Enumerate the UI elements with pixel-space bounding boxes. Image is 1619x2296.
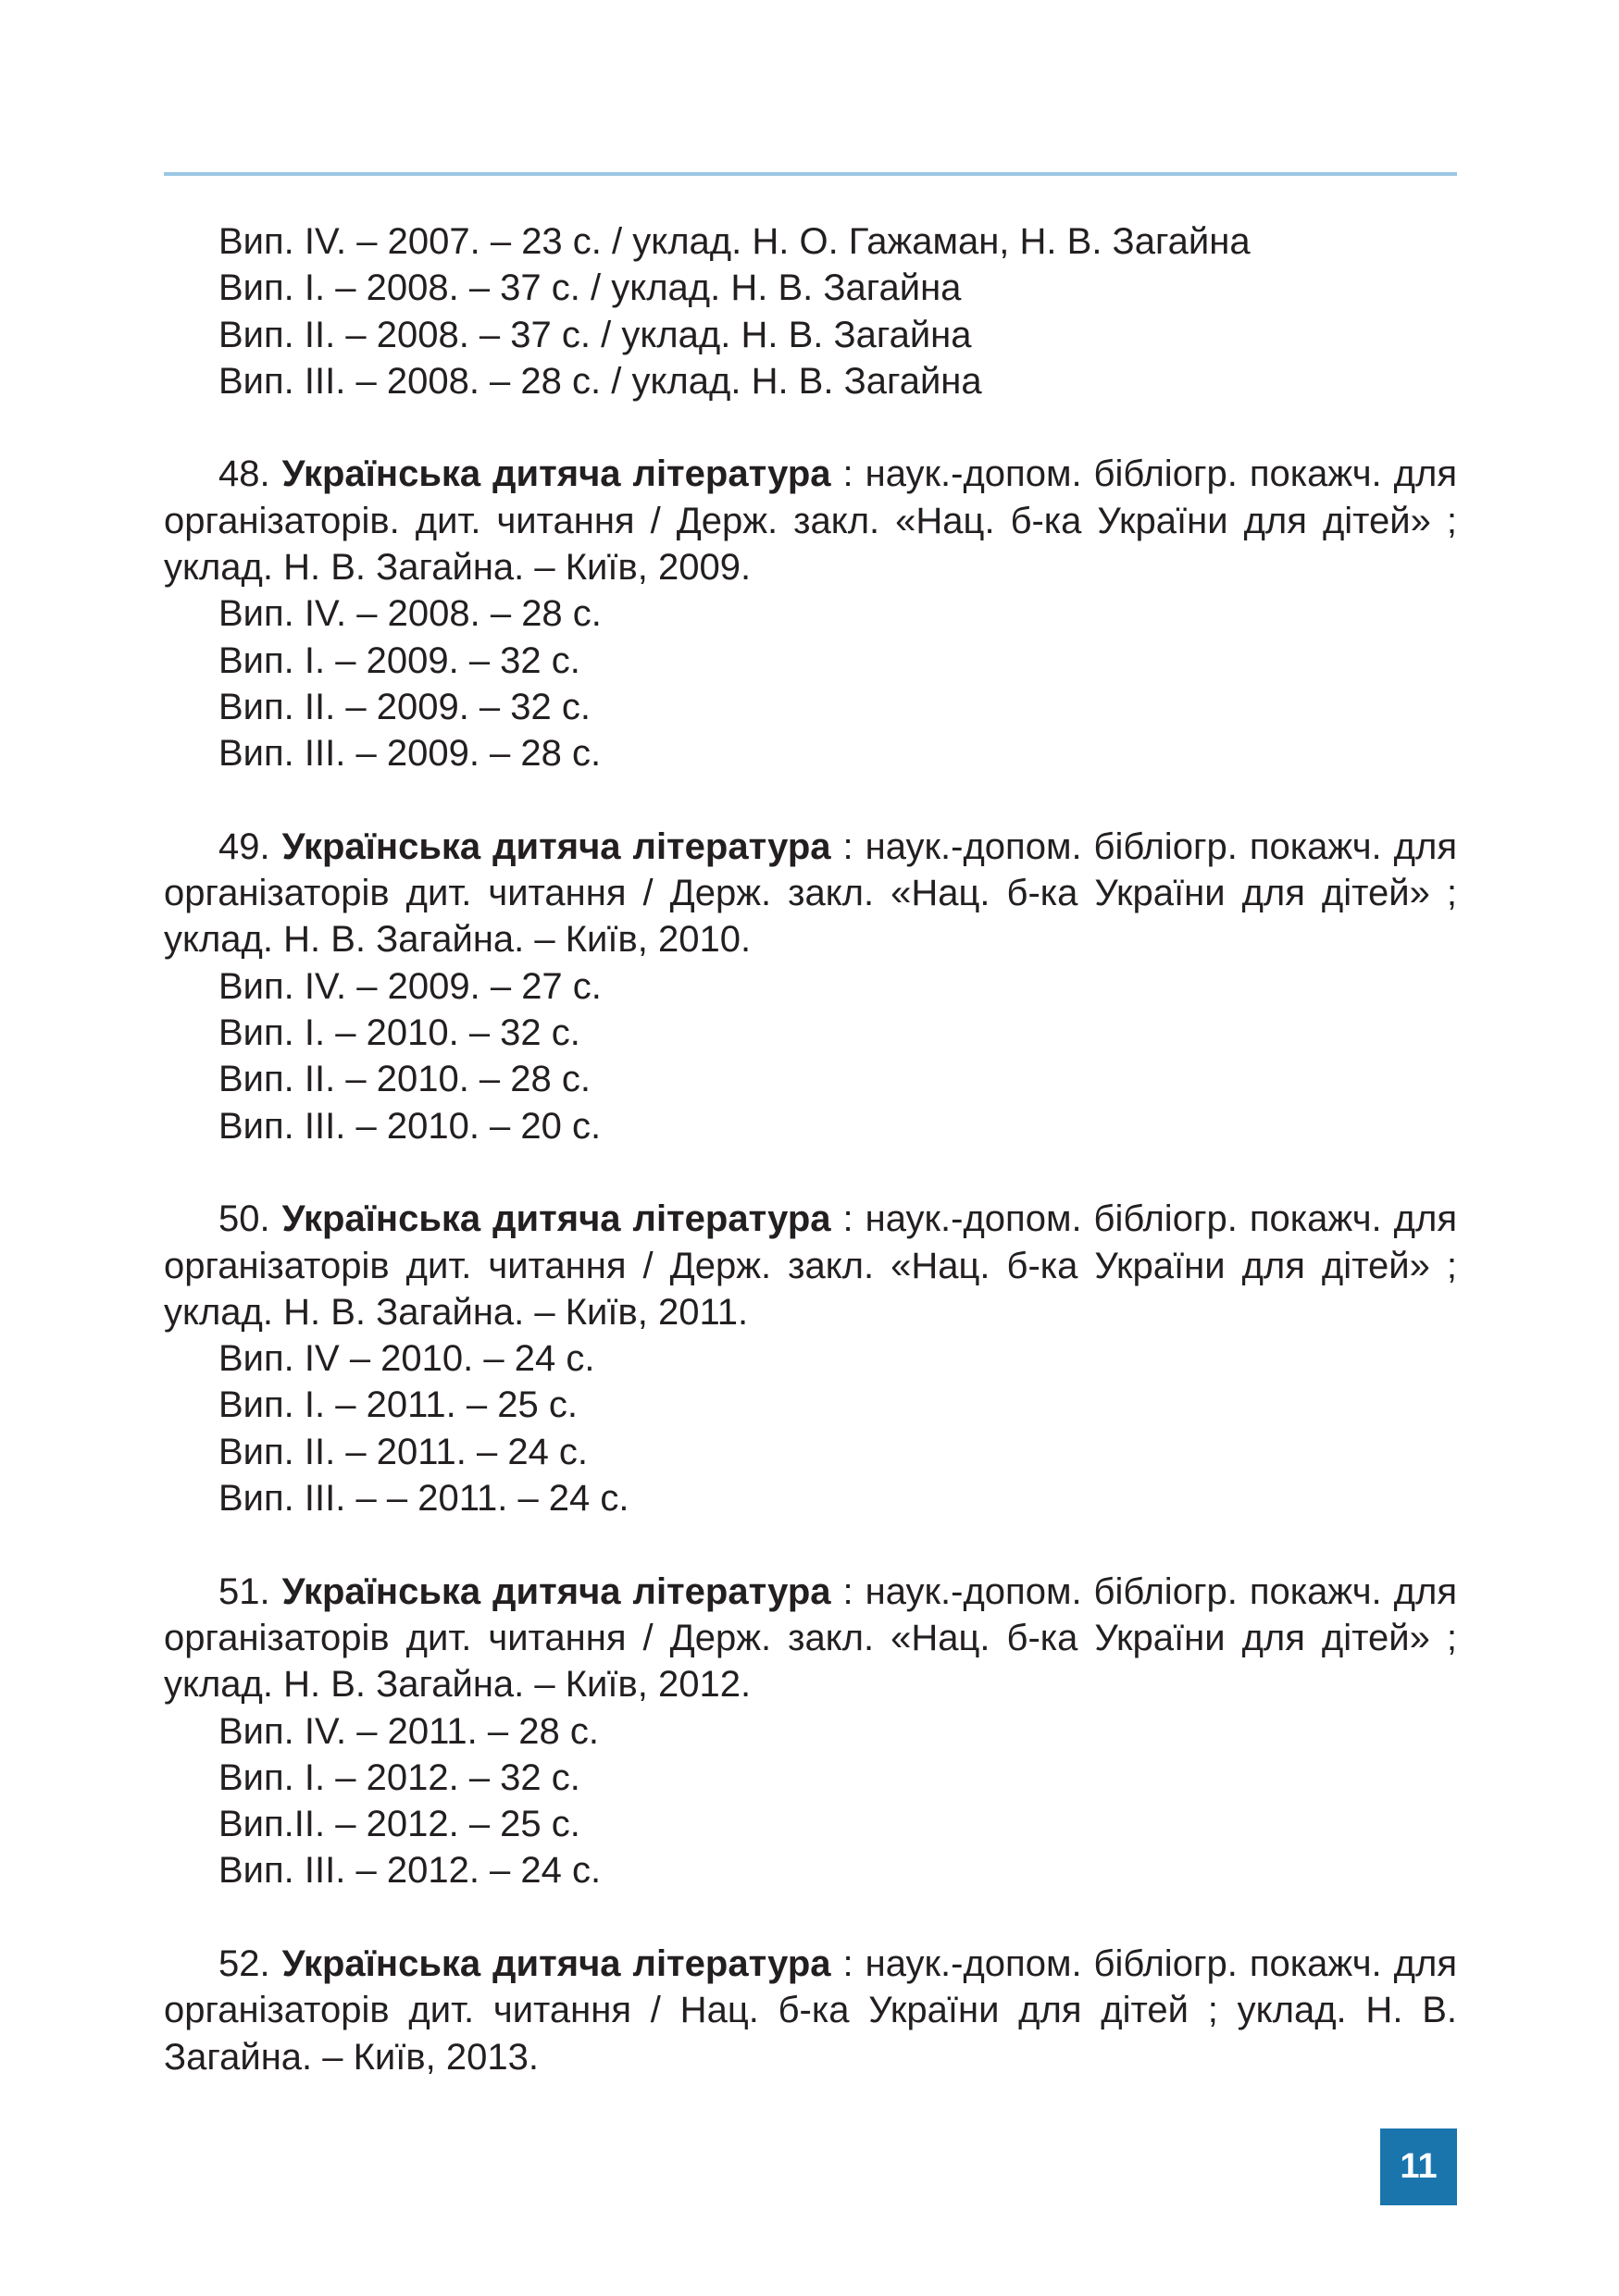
issue-line: Вип. I. – 2008. – 37 с. / уклад. Н. В. Загайна — [218, 267, 962, 309]
entry-title: Українська дитяча література — [281, 1942, 831, 1984]
entry-heading — [164, 1569, 1457, 1708]
entry-heading — [164, 824, 1457, 963]
entry-number: 49. — [218, 825, 270, 867]
entry-description: : наук.-допом. бібліогр. покажч. для організаторів дит. читання / Нац. б-ка України для дітей ; уклад. Н. В. Загайна. – Київ, 2013. — [164, 1942, 1457, 2078]
issue-line: Вип. III. – – 2011. – 24 с. — [218, 1478, 629, 1520]
entry-description: : наук.-допом. бібліогр. покажч. для організаторів дит. читання / Держ. закл. «Нац. б-ка України для дітей» ; уклад. Н. В. Загайна. – Київ, 2010. — [164, 825, 1457, 961]
issue-line: Вип. III. – 2008. – 28 с. / уклад. Н. В. Загайна — [218, 360, 982, 402]
issue-line: Вип. III. – 2010. – 20 с. — [218, 1105, 602, 1147]
entry-title: Українська дитяча література — [281, 825, 831, 867]
entry-number: 48. — [218, 453, 270, 495]
entry-heading — [164, 451, 1457, 590]
entry-title: Українська дитяча література — [281, 1198, 831, 1240]
bibliography-entry-49 — [164, 824, 1457, 1149]
entry-number: 50. — [218, 1198, 270, 1240]
issue-line: Вип. IV. – 2008. – 28 с. — [218, 593, 602, 635]
header-rule — [164, 172, 1457, 176]
issue-line: Вип. IV. – 2011. – 28 с. — [218, 1710, 599, 1752]
entry-description: : наук.-допом. бібліогр. покажч. для організаторів дит. читання / Держ. закл. «Нац. б-ка України для дітей» ; уклад. Н. В. Загайна. – Київ, 2012. — [164, 1570, 1457, 1706]
entry-title: Українська дитяча література — [281, 453, 831, 495]
issue-line: Вип.II. – 2012. – 25 с. — [218, 1804, 580, 1845]
entry-heading — [164, 1941, 1457, 2080]
issue-line: Вип. I. – 2012. – 32 с. — [218, 1756, 580, 1798]
entry-description: : наук.-допом. бібліогр. покажч. для організаторів. дит. читання / Держ. закл. «Нац. б-ка України для дітей» ; уклад. Н. В. Загайна. – Київ, 2009. — [164, 453, 1457, 589]
issue-line: Вип. III. – 2012. – 24 с. — [218, 1850, 602, 1892]
entry-number: 51. — [218, 1570, 270, 1612]
page-number-badge: 11 — [1380, 2128, 1457, 2205]
issue-line: Вип. I. – 2011. – 25 с. — [218, 1384, 578, 1426]
entry-heading — [164, 1196, 1457, 1335]
entry-description: : наук.-допом. бібліогр. покажч. для організаторів дит. читання / Держ. закл. «Нац. б-ка України для дітей» ; уклад. Н. В. Загайна. – Київ, 2011. — [164, 1198, 1457, 1333]
issue-line: Вип. II. – 2010. – 28 с. — [218, 1059, 592, 1100]
entry-title: Українська дитяча література — [281, 1570, 831, 1612]
issue-line: Вип. I. – 2009. – 32 с. — [218, 639, 580, 681]
issue-line: Вип. IV – 2010. – 24 с. — [218, 1338, 595, 1380]
bibliography-entry-51 — [164, 1569, 1457, 1894]
issue-line: Вип. II. – 2009. – 32 с. — [218, 686, 592, 727]
issue-line: Вип. II. – 2008. – 37 с. / уклад. Н. В. Загайна — [218, 314, 972, 355]
bibliography-entry-48 — [164, 451, 1457, 776]
entry-number: 52. — [218, 1942, 270, 1984]
issue-line: Вип. I. – 2010. – 32 с. — [218, 1012, 580, 1054]
issue-line: Вип. II. – 2011. – 24 с. — [218, 1431, 589, 1472]
issue-line: Вип. III. – 2009. – 28 с. — [218, 733, 602, 775]
bibliography-entry-52 — [164, 1941, 1457, 2080]
issue-line: Вип. IV. – 2009. – 27 с. — [218, 965, 602, 1007]
issue-line: Вип. IV. – 2007. – 23 с. / уклад. Н. О. Гажаман, Н. В. Загайна — [218, 221, 1251, 262]
intro-issues — [164, 218, 1457, 404]
bibliography-list — [164, 218, 1457, 2080]
bibliography-entry-50 — [164, 1196, 1457, 1521]
